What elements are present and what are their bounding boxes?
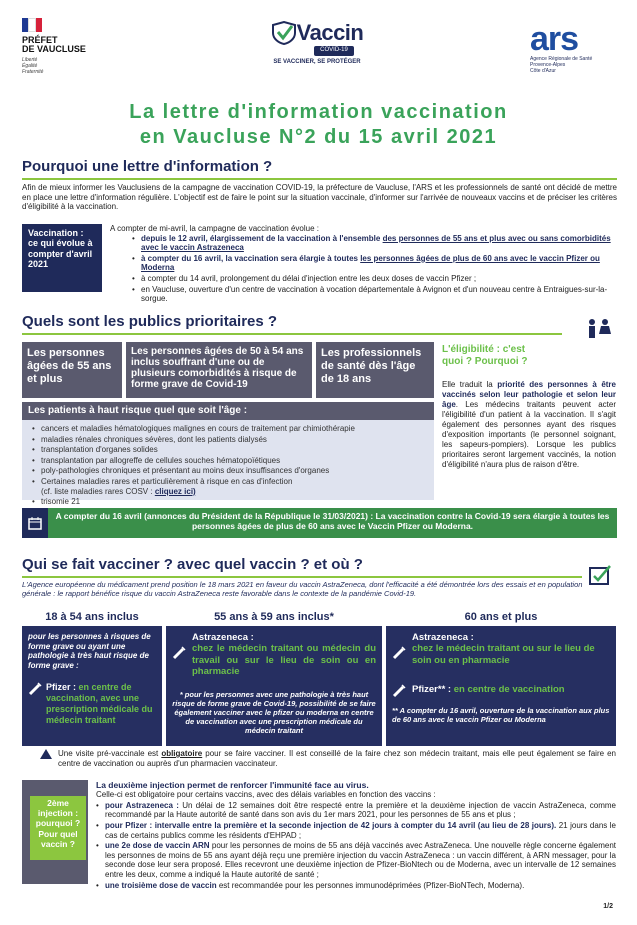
vaccin-logo bbox=[262, 20, 372, 66]
rare-diseases-link[interactable]: cliquez ici) bbox=[154, 486, 196, 496]
covid-badge: COVID-19 bbox=[314, 46, 354, 55]
syringe-icon bbox=[392, 684, 406, 698]
shield-check-icon bbox=[271, 21, 297, 45]
section-why bbox=[22, 158, 617, 212]
risk-title: Les patients à haut risque quel que soit l'âge : bbox=[22, 402, 434, 420]
section-publics bbox=[22, 313, 617, 335]
vaccin-tagline: SE VACCINER, SE PROTÉGER bbox=[273, 58, 361, 65]
section-heading: Pourquoi une lettre d'information ? bbox=[22, 158, 273, 175]
eligibility-block bbox=[442, 344, 616, 470]
ars-logo bbox=[530, 22, 620, 74]
syringe-icon bbox=[28, 682, 42, 696]
intro-text: Afin de mieux informer les Vauclusiens de la campagne de vaccination COVID-19, la préfecture de Vaucluse, l'ARS et les professionnels de santé ont décidé de mettre en place une lettre d'information régulière. L'objectif est de faire le point sur la situation vaccinale, d'informer sur l'arrivée de nouveaux vaccins et de préciser les critères d'éligibilité à la vaccination. bbox=[22, 183, 617, 212]
col3-head: 60 ans et plus bbox=[464, 611, 538, 623]
col1-head: 18 à 54 ans inclus bbox=[45, 611, 139, 623]
section-heading: Qui se fait vacciner ? avec quel vaccin ? et où ? bbox=[22, 556, 363, 573]
col3-box: Astrazeneca : chez le médecin traitant ou sur le lieu de soin ou en pharmacie Pfizer** : en centre de vaccination ** A compter du 16 avril, ouverture de la vaccination aux plus de 60 ans avec le vaccin Pfizer ou Moderna bbox=[386, 626, 616, 746]
page-number: 1/2 bbox=[603, 902, 613, 910]
public-box-pro: Les professionnels de santé dès l'âge de 18 ans bbox=[316, 342, 434, 398]
evolution-content: A compter de mi-avril, la campagne de vaccination évolue : • depuis le 12 avril, élargissement de la vaccination à l'ensemble des personnes de 55 ans et plus avec ou sans comorbidités avec le vaccin Astrazeneca • à compter du 16 avril, la vaccination sera élargie à toutes les personnes âgées de plus de 60 ans avec le vaccin Pfizer ou Moderna • à compter du 14 avril, prolongement du délai d'injection entre les deux doses de vaccin Pfizer ; • en Vaucluse, ouverture d'un centre de vaccination à vocation départementale à Avignon et d'un nouveau centre à Entraigues-sur-la-sorgue. bbox=[108, 224, 616, 305]
public-box-55: Les personnes âgées de 55 ans et plus bbox=[22, 342, 122, 398]
people-icon bbox=[585, 318, 613, 340]
col2-box: Astrazeneca : chez le médecin traitant ou médecin du travail ou sur le lieu de soin ou en pharmacie * pour les personnes avec une pathologie à très haut risque de forme grave de Covid-19, possibilité de se faire également vacciner avec le pfizer ou moderna en centre de vaccination avec une prescription médicale du médecin traitant bbox=[166, 626, 382, 746]
col2-head: 55 ans à 59 ans inclus* bbox=[214, 611, 334, 623]
banner-text: A compter du 16 avril (annonces du Président de la République le 31/03/2021) : La vaccination contre la Covid-19 sera élargie à toutes les personnes âgées de plus de 60 ans avec le Vaccin Pfizer ou Moderna. bbox=[48, 508, 617, 538]
marianne-icon bbox=[22, 18, 42, 32]
syringe-icon bbox=[392, 646, 406, 660]
prefet-line2: DE VAUCLUSE bbox=[22, 44, 86, 55]
eligibility-text: Elle traduit la priorité des personnes à être vaccinés selon leur pathologie et selon leur âge. Les médecins traitants peuvent acter l'éligibilité d'un patient à la vaccination. Il s'agit également des personnes ayant des risques d'exposition importants (le personnel soignant, les sapeurs-pompiers). Lorsque les publics prioritaires seront largement vaccinés, la notion d'éligibilité n'aura plus de raison d'être. bbox=[442, 380, 616, 469]
public-box-50-54: Les personnes âgées de 50 à 54 ans inclus souffrant d'une ou de plusieurs comorbidités à risque de forme grave de Covid-19 bbox=[126, 342, 312, 398]
section-who bbox=[22, 556, 617, 598]
warning-icon bbox=[40, 749, 52, 759]
ema-text: L'Agence européenne du médicament prend position le 18 mars 2021 en faveur du vaccin AstraZeneca, dont l'efficacité a été démontrée lors des essais et en population générale : le rapport bénéfice risque du vaccin AstraZeneca reste favorable dans le contexte de la pandémie Covid-19. bbox=[22, 580, 583, 598]
ars-word: ars bbox=[530, 20, 579, 58]
prefet-logo bbox=[22, 18, 132, 75]
second-injection-label-bg bbox=[22, 780, 88, 884]
prefet-line1: PRÉFET bbox=[22, 35, 58, 45]
second-injection-label: 2ème injection : pourquoi ? Pour quel vaccin ? bbox=[30, 796, 86, 860]
evolution-label: Vaccination : ce qui évolue à compter d'avril 2021 bbox=[22, 224, 102, 292]
syringe-icon bbox=[172, 646, 186, 660]
col1-box: pour les personnes à risques de forme grave ou ayant une pathologie à très haut risque de forme grave : Pfizer : en centre de vaccination, avec une prescription médicale du médecin traitant bbox=[22, 626, 162, 746]
eligibility-title: L'éligibilité : c'est quoi ? Pourquoi ? bbox=[442, 344, 528, 367]
calendar-check-icon bbox=[588, 564, 612, 586]
second-injection-content: La deuxième injection permet de renforcer l'immunité face au virus. Celle-ci est obligatoire pour certains vaccins, avec des délais variables en fonction des vaccins : • pour Astrazeneca : Un délai de 12 semaines doit être respecté entre la première et la deuxième injection de vaccin AstraZeneca, comme recommandé par la Haute autorité de santé dans son avis du 1er mars 2021, pour les personnes de 55 ans et plus ; • pour Pfizer : intervalle entre la première et la seconde injection de 42 jours à compter du 14 avril (au lieu de 28 jours). 21 jours dans le cas de certains publics comme les résidents d'EHPAD ; • une 2e dose de vaccin ARN pour les personnes de moins de 55 ans déjà vaccinés avec AstraZeneca. Une nouvelle règle concerne également les personnes de moins de 55 ans ayant déjà reçu une première injection du vaccin AstraZeneca : un vaccin différent, à ARN messager, pour la seconde dose leur sera proposé. Elles recevront une deuxième injection de Pfizer-BioNtech ou de Moderna, avec un intervalle de 12 semaines entre les deux, comme a indiqué la Haute autorité de santé ; • une troisième dose de vaccin est recommandée pour les personnes immunodéprimées (Pfizer-BioNTech, Moderna). bbox=[96, 780, 616, 891]
devise: Liberté Égalité Fraternité bbox=[22, 56, 44, 75]
announcement-banner bbox=[22, 508, 617, 538]
section-heading: Quels sont les publics prioritaires ? bbox=[22, 313, 278, 330]
ars-subtitle: Agence Régionale de Santé Provence-Alpes Côte d'Azur bbox=[530, 56, 593, 74]
page-title: La lettre d'information vaccination en Vaucluse N°2 du 15 avril 2021 bbox=[129, 101, 508, 148]
vaccin-word: Vaccin bbox=[296, 20, 364, 45]
previsit-note: Une visite pré-vaccinale est obligatoire pour se faire vacciner. Il est conseillé de la faire chez son médecin traitant, mais elle peut également se faire en centre de vaccination ou auprès d'un pharmacien vaccinateur. bbox=[40, 749, 616, 768]
risk-box: Les patients à haut risque quel que soit l'âge : • cancers et maladies hématologiques malignes en cours de traitement par chimiothérapie • maladies rénales chroniques sévères, dont les patients dialysés • transplantation d'organes solides • transplantation par allogreffe de cellules souches hématopoïétiques • poly-pathologies chroniques et présentant au moins deux insuffisances d'organes • Certaines maladies rares et particulièrement à risque en cas d'infection (cf. liste maladies rares COSV : cliquez ici) • trisomie 21 bbox=[22, 402, 434, 500]
calendar-icon bbox=[28, 516, 42, 530]
